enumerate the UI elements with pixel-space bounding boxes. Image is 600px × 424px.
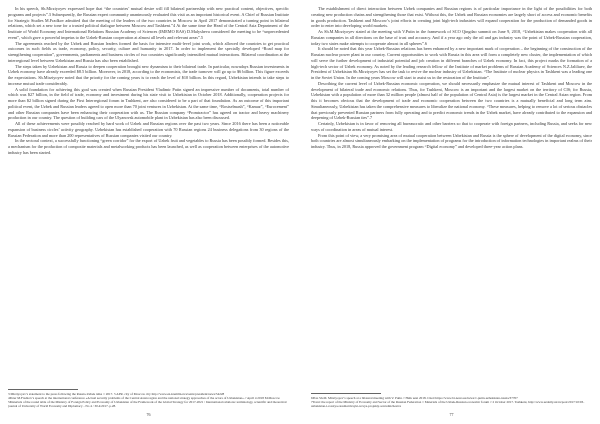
paragraph: Certainly, Uzbekistan is in favor of removing all bureaucratic and other barriers so that to cooperate with foreign partners, including Russia, and seeks for new ways of coordination in areas of mutual interest. bbox=[311, 121, 592, 132]
right-page bbox=[311, 6, 592, 418]
paragraph: All of these achievements were possibly reached by hard work of Uzbek and Russian regions over the past two years. Since 2016 there has been a noticeable expansion of business circles’ activity geography. Uzbekistan has established cooperation with 70 Russian regions 24 business delegations from 30 regions of the Russian Federation and more than 200 representatives of Russian companies visited our country. bbox=[8, 121, 289, 138]
footnote: 5Materials of the round table of the Ministry of Foreign Policy and Economy of Uzbekistan of the Framework of the Global Strategy for 2017-2021 / International relations: terminology, scientific and theoretical journal of University of World Economy and Diplomacy - No 4 / 30.4/2017. p.28. bbox=[8, 399, 287, 408]
right-body-text bbox=[311, 6, 592, 150]
footnote: 6Pres Sh.M. Mirziyoyev’s speech at a bilateral meeting with V. Putin // Halk uzei 2018. Cited https://www.bi-news.uz/news/v-putin-uzbekistan-russia/37707 bbox=[311, 395, 518, 400]
paragraph: In the sectoral context, a successfully functioning “green corridor” for the export of Uzbek fruit and vegetables to Russia has been possibly formed. Besides this, a mechanism for the production of composite materials and metalworking products has been launched, as well as cooperation between enterprises of the automotive industry has been started. bbox=[8, 138, 289, 155]
paragraph: In his speech, Sh.Mirziyoyev expressed hope that “the countries’ mutual desire will fill bilateral partnership with new practical content, objectives, specific programs and projects”.3 Subsequently, the Russian expert community unanimously evaluated this visit as an important historical event. A Chief of Russian Institute for Strategic Studies M.Fradkov admitted that the meeting of the leaders of the two countries in Moscow in April 2017 demonstrated a turning point in bilateral relations, which set a new tone for a trusted political dialogue between Moscow and Tashkent.”4 At the same time the Head of the Central Asia Department of the Institute of World Economy and International Relations Russian Academy of Sciences (IMEMO RAS) D.Malysheva considered the meeting to be “unprecedented event”, which gave a powerful impetus to the Uzbek-Russian cooperation at almost all levels and relevant areas”.5 bbox=[8, 6, 289, 40]
left-body-text bbox=[8, 6, 289, 156]
left-page bbox=[8, 6, 289, 418]
right-footnotes bbox=[311, 393, 592, 408]
footnote: 7Trent: the report of the Ministry of Economy and Sector of the Russian Federation // Materials of the Uzbek-Russian economic forum // 2 October 2017. Tashkent, http://www.uzdaily.uz/ru/post/2017/10/03-uzbekistan-i-rossiya-rassmatrivayut-novye-projekty-sotrudnichestva bbox=[311, 399, 585, 408]
paragraph: Describing the current level of Uzbek-Russian economic cooperation, we should necessarily emphasize the mutual interest of Tashkent and Moscow in the development of bilateral trade and economic relations. Thus, for Tashkent, Moscow is an important and the largest market on the territory of CIS; for Russia, Uzbekistan with a population of more than 32 million people (almost half of the population of Central Asia) is the largest market in the Central Asian region. From this it becomes obvious that the development of trade and economic cooperation between the two countries is a mutually beneficial and long term aim. Simultaneously, Uzbekistan has taken the comprehensive measures to liberalize the national economy. “These measures, helping to remove a lot of serious obstacles that previously prevented Russian partners from fully operating and to predict economic trends in the Uzbek market, have already contributed to the expansion and deepening of Uzbek-Russian ties”.7 bbox=[311, 80, 592, 121]
paragraph: The steps taken by Uzbekistan and Russia to deepen cooperation brought new dynamism to their bilateral trade. In particular, nowadays Russian investments in Uzbek economy have already exceeded $8.5 billion. Moreover, in 2018, according to the economists, the trade turnover will go up to $6 billion. This figure exceeds the expectations. Sh.Mirziyoyev noted that the priority for the coming years is to reach the level of $10 billion. In this regard, Uzbekistan intends to take steps to increase mutual trade considerably. bbox=[8, 63, 289, 86]
footnote-divider bbox=[311, 393, 381, 394]
page-number: 76 bbox=[146, 412, 151, 417]
paragraph: It should be noted that this year Uzbek-Russian relations has been enhanced by a new important mark of cooperation – the beginning of the construction of the Russian nuclear power plant in our country. Current opportunities to work with Russia in this area will form a completely new cluster, the implementation of which will serve the further development of industrial potential and job creation in different branches of Uzbek economy. In fact, this project marks the formation of a high-tech sector of Uzbek economy. As noted by the leading research fellow of the Institute of market problems of Russian Academy of Sciences N.Z.Jaliliaev, the President of Uzbekistan Sh.Mirziyoyev has set the task to revive the nuclear industry of Uzbekistan. “The Institute of nuclear physics in Tashkent was a leading one in the Soviet Union. In the coming years Moscow will start to assist us in the restoration of the Institute”. bbox=[311, 46, 592, 80]
paragraph: From this point of view, a very promising area of mutual cooperation between Uzbekistan and Russia is the sphere of development of the digital economy, since both countries are almost simultaneously embarking on the implementation of programs for the introduction of information technologies in important realms of their industry. Thus, in 2018, Russia approved the government program “Digital economy” and developed three-year action plans. bbox=[311, 132, 592, 149]
paragraph: As Sh.M.Mirziyoyev stated at the meeting with V.Putin in the framework of SCO Qingdao summit on June 9, 2018, “Uzbekistan makes cooperation with all Russian companies in all directions on the base of trust and accuracy. And if a year ago only the oil and gas industry was the point of Uzbek-Russian cooperation, today two states make attempts to cooperate almost in all spheres”.6 bbox=[311, 29, 592, 46]
footnote-divider bbox=[8, 389, 78, 390]
footnote: 4Peter M.Fradkov’s speech at the international conference «Actual security problems of the Central Asian region and the national strategy approaches of the actors of Uzbekistan» // April 4 2018 M.Moscow bbox=[8, 395, 280, 400]
page-number: 77 bbox=[449, 412, 454, 417]
paragraph: The establishment of direct interaction between Uzbek companies and Russian regions is of particular importance in the light of the possibilities for both creating new production chains and strengthening those that exist. Without this, the Uzbek and Russian economies are largely short of access and economic benefits in goods production. Tashkent and Moscow’s joint efforts in creating joint high-tech industries will expand cooperation for the production of demanded goods in order to enter into developing world markets. bbox=[311, 6, 592, 29]
left-footnotes bbox=[8, 389, 289, 408]
paragraph: A solid foundation for achieving this goal was created when Russian President Vladimir Putin signed an impressive number of documents, total number of which was $27 billion, in the field of trade, economy and investment during his state visit to Uzbekistan in October 2018. Additionally, cooperation projects for more than $2 billion signed during the First Interregional forum in Tashkent, are also considered to be a part of that foundation. As an outcome of this important political event, the Uzbek and Russian leaders agreed to open more than 70 joint ventures in Uzbekistan. At the same time, “Rostselmash”, “Kamaz”, “Eurocement” and other Russian companies have been enhancing their cooperation with us. The Russian company “Promtractor” has agreed on tractor and heavy machinery production in our country. The question of building cars of the Ulyanovsk automobile plant in Uzbekistan has also been discussed. bbox=[8, 86, 289, 121]
paragraph: The agreements reached by the Uzbek and Russian leaders formed the basis for intensive multi-level joint work, which allowed the countries to get practical outcomes in such fields as trade, economy, policy, security, culture and humanity in 2017. In order to implement the specially developed “Road map for strengthening cooperation”, governments, parliaments and business circles of two countries significantly intensified mutual interactions. Bilateral coordination at the interregional level between Uzbekistan and Russia has also been established. bbox=[8, 40, 289, 63]
footnote: 3 Mirziyoyev’s statement to the press following the Russia-Uzbek talks // 2017. 5 APR. city of Moscow city http://www.en.kremlin.ru/events/president/news/54228 bbox=[8, 391, 225, 396]
